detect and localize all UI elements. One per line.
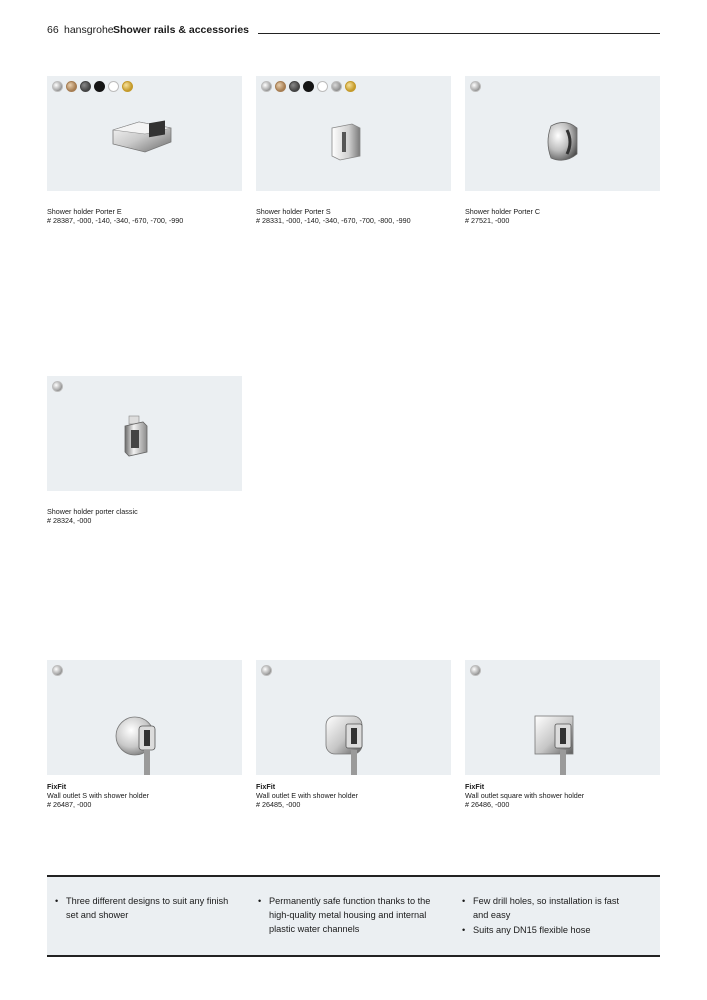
product-brand: FixFit (256, 782, 276, 791)
product-card-fixfit-square[interactable] (465, 660, 660, 775)
swatch-white-icon (108, 81, 119, 92)
swatch-steel-icon (331, 81, 342, 92)
benefits-column-1 (53, 894, 243, 923)
swatch-chrome-icon (261, 81, 272, 92)
swatch-chrome-icon (52, 81, 63, 92)
porter-e-holder-icon (111, 120, 175, 156)
caption-porter-e (47, 207, 247, 225)
product-title: Wall outlet S with shower holder (47, 791, 150, 800)
swatch-chrome-icon (52, 381, 63, 392)
product-codes: # 28387, -000, -140, -340, -670, -700, -990 (47, 216, 184, 225)
wall-outlet-square-icon (533, 712, 581, 775)
page-header (47, 24, 660, 40)
product-title: Shower holder Porter S (256, 207, 331, 216)
finish-swatches (52, 381, 63, 392)
finish-swatches (52, 665, 63, 676)
swatch-gold-icon (122, 81, 133, 92)
product-card-fixfit-e[interactable] (256, 660, 451, 775)
caption-fixfit-square (465, 782, 665, 809)
swatch-chrome-icon (52, 665, 63, 676)
swatch-chrome-icon (470, 81, 481, 92)
swatch-bronze-icon (275, 81, 286, 92)
product-card-fixfit-s[interactable] (47, 660, 242, 775)
page-number: 66 (47, 24, 59, 36)
product-card-porter-e[interactable] (47, 76, 242, 191)
product-title: Wall outlet E with shower holder (256, 791, 359, 800)
swatch-black-icon (303, 81, 314, 92)
section-title: Shower rails & accessories (113, 24, 249, 36)
product-codes: # 28331, -000, -140, -340, -670, -700, -800, -990 (256, 216, 411, 225)
porter-c-holder-icon (543, 120, 583, 164)
swatch-bronze-icon (66, 81, 77, 92)
caption-porter-c (465, 207, 665, 225)
swatch-gunmetal-icon (80, 81, 91, 92)
product-title: Wall outlet square with shower holder (465, 791, 585, 800)
caption-fixfit-s (47, 782, 247, 809)
product-codes: # 28324, -000 (47, 516, 92, 525)
benefits-column-2 (256, 894, 446, 937)
finish-swatches (52, 81, 133, 92)
wall-outlet-e-icon (324, 712, 372, 775)
product-brand: FixFit (465, 782, 485, 791)
benefits-column-3 (460, 894, 630, 938)
brand-name: hansgrohe (64, 24, 114, 36)
wall-outlet-s-icon (115, 712, 163, 775)
swatch-gold-icon (345, 81, 356, 92)
product-codes: # 27521, -000 (465, 216, 510, 225)
swatch-chrome-icon (261, 665, 272, 676)
product-card-porter-s[interactable] (256, 76, 451, 191)
swatch-black-icon (94, 81, 105, 92)
finish-swatches (470, 81, 481, 92)
porter-classic-holder-icon (123, 414, 153, 458)
benefit-item: • Three different designs to suit any finish set and shower (55, 896, 229, 920)
benefits-box (47, 875, 660, 957)
porter-s-holder-icon (330, 122, 362, 162)
product-codes: # 26486, -000 (465, 800, 510, 809)
header-rule (258, 33, 660, 34)
benefit-item: • Suits any DN15 flexible hose (462, 925, 591, 935)
caption-porter-s (256, 207, 456, 225)
product-codes: # 26487, -000 (47, 800, 92, 809)
swatch-white-icon (317, 81, 328, 92)
benefit-item: • Permanently safe function thanks to the high-quality metal housing and internal plastic water channels (258, 896, 431, 934)
caption-porter-classic (47, 507, 247, 525)
finish-swatches (261, 81, 356, 92)
product-codes: # 26485, -000 (256, 800, 301, 809)
product-title: Shower holder Porter E (47, 207, 122, 216)
product-brand: FixFit (47, 782, 67, 791)
product-card-porter-classic[interactable] (47, 376, 242, 491)
swatch-chrome-icon (470, 665, 481, 676)
caption-fixfit-e (256, 782, 456, 809)
product-card-porter-c[interactable] (465, 76, 660, 191)
product-title: Shower holder Porter C (465, 207, 541, 216)
benefit-item: • Few drill holes, so installation is fast and easy (462, 896, 620, 920)
product-title: Shower holder porter classic (47, 507, 138, 516)
swatch-gunmetal-icon (289, 81, 300, 92)
finish-swatches (261, 665, 272, 676)
finish-swatches (470, 665, 481, 676)
